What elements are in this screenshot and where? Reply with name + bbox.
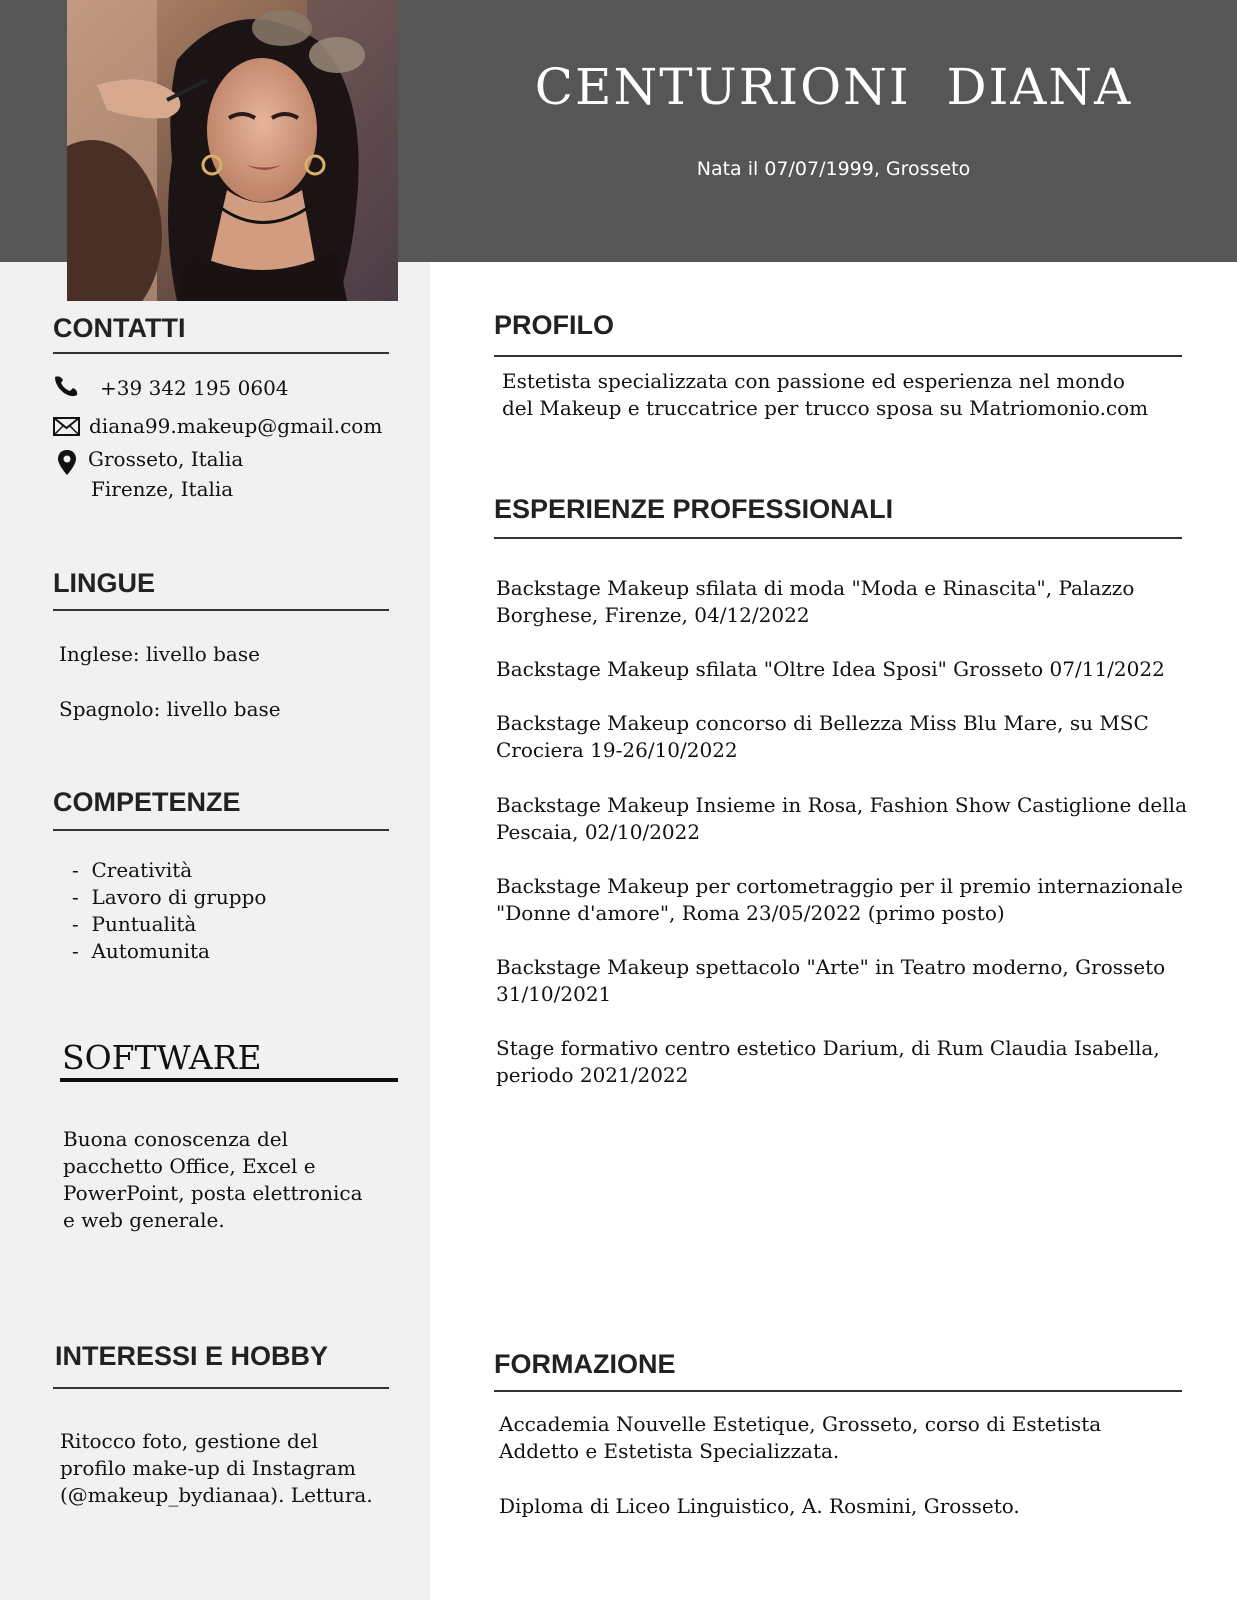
birth-info: Nata il 07/07/1999, Grosseto (696, 158, 971, 180)
skill-item: - Lavoro di gruppo (72, 885, 267, 909)
skill-item: - Puntualità (72, 912, 197, 936)
contatti-divider (53, 352, 389, 354)
experience-item: Backstage Makeup sfilata di moda "Moda e Rinascita", Palazzo Borghese, Firenze, 04/12/2022 (496, 576, 1135, 627)
software-text: Buona conoscenza del pacchetto Office, Excel e PowerPoint, posta elettronica e web generale. (63, 1127, 363, 1232)
education-item: Diploma di Liceo Linguistico, A. Rosmini, Grosseto. (499, 1494, 1020, 1518)
competenze-heading: COMPETENZE (53, 787, 241, 817)
skill-item: - Automunita (72, 939, 210, 963)
skills-list (72, 857, 266, 965)
mail-icon (53, 417, 80, 440)
hobby-heading: INTERESSI E HOBBY (55, 1341, 329, 1371)
lingue-divider (53, 609, 389, 611)
education-item: Accademia Nouvelle Estetique, Grosseto, corso di Estetista Addetto e Estetista Specializzata. (499, 1412, 1102, 1463)
formazione-heading: FORMAZIONE (494, 1349, 676, 1379)
language-item: Inglese: livello base (59, 642, 260, 666)
contact-location-2: Firenze, Italia (91, 477, 234, 501)
skill-item: - Creatività (72, 858, 193, 882)
esperienze-divider (494, 537, 1182, 539)
location-pin-icon (58, 450, 76, 479)
experience-item: Stage formativo centro estetico Darium, di Rum Claudia Isabella, periodo 2021/2022 (496, 1036, 1160, 1087)
phone-icon (52, 375, 80, 401)
formazione-divider (494, 1390, 1182, 1392)
contact-email: diana99.makeup@gmail.com (89, 414, 383, 438)
esperienze-heading: ESPERIENZE PROFESSIONALI (494, 494, 894, 524)
experience-item: Backstage Makeup sfilata "Oltre Idea Sposi" Grosseto 07/11/2022 (496, 657, 1165, 681)
software-divider (60, 1078, 398, 1082)
experience-item: Backstage Makeup spettacolo "Arte" in Teatro moderno, Grosseto 31/10/2021 (496, 955, 1166, 1006)
experience-item: Backstage Makeup concorso di Bellezza Miss Blu Mare, su MSC Crociera 19-26/10/2022 (496, 711, 1149, 762)
contact-location-1: Grosseto, Italia (88, 447, 244, 471)
experience-item: Backstage Makeup Insieme in Rosa, Fashion Show Castiglione della Pescaia, 02/10/2022 (496, 793, 1187, 844)
hobby-divider (53, 1387, 389, 1389)
profilo-divider (494, 355, 1182, 357)
profile-text: Estetista specializzata con passione ed esperienza nel mondo del Makeup e truccatrice per trucco sposa su Matriomonio.com (502, 369, 1149, 420)
contact-phone: +39 342 195 0604 (100, 376, 289, 400)
candidate-name: CENTURIONI DIANA (534, 58, 1133, 116)
contatti-heading: CONTATTI (53, 313, 186, 343)
software-heading: SOFTWARE (62, 1038, 262, 1077)
profile-photo (67, 0, 398, 301)
language-item: Spagnolo: livello base (59, 697, 281, 721)
hobby-text: Ritocco foto, gestione del profilo make-up di Instagram (@makeup_bydianaa). Lettura. (60, 1429, 373, 1507)
lingue-heading: LINGUE (53, 568, 156, 598)
experience-item: Backstage Makeup per cortometraggio per il premio internazionale "Donne d'amore", Roma 23/05/2022 (primo posto) (496, 874, 1183, 925)
profilo-heading: PROFILO (494, 310, 614, 340)
competenze-divider (53, 829, 389, 831)
